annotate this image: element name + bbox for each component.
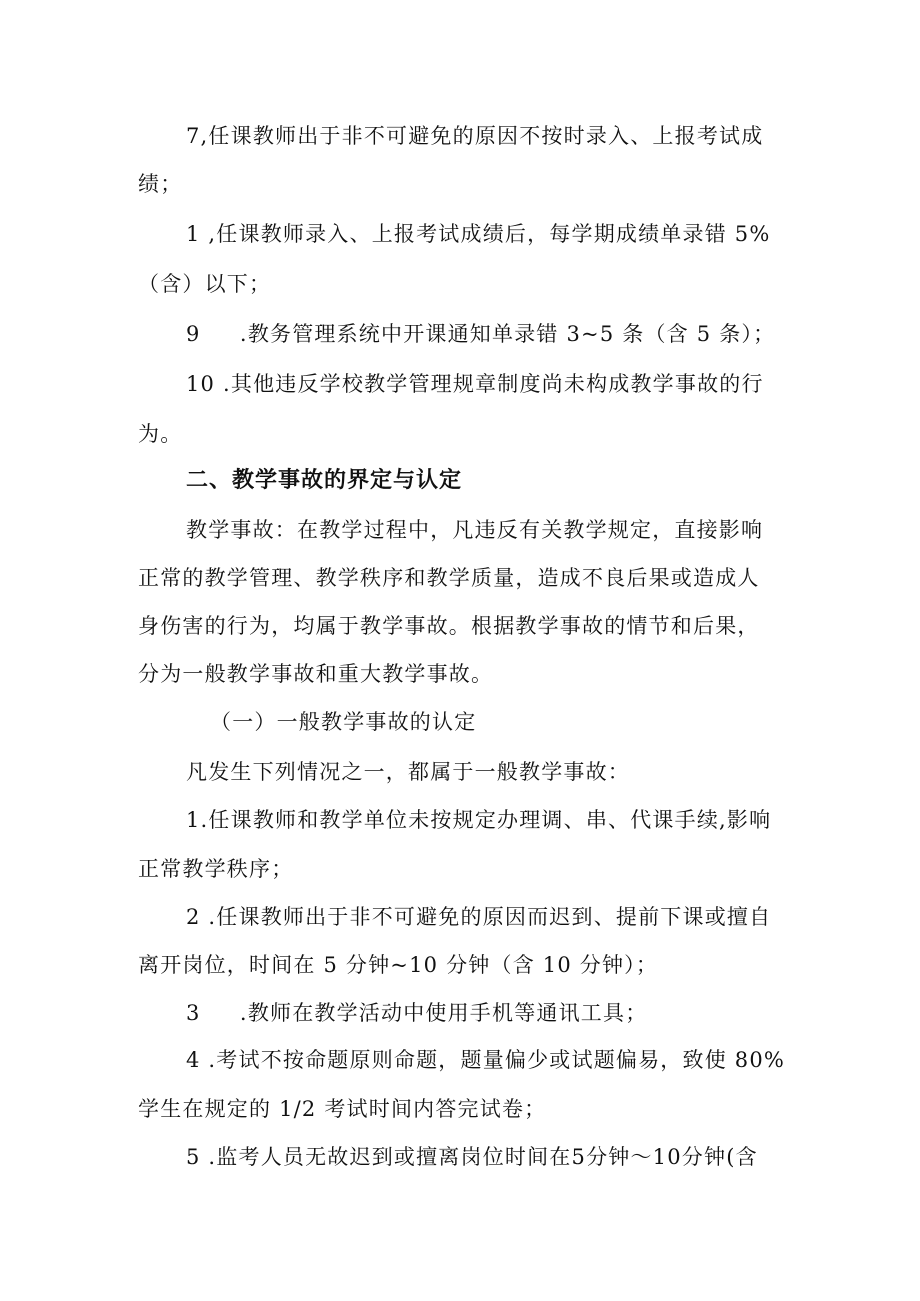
paragraph-line: 1.任课教师和教学单位未按规定办理调、串、代课手续,影响	[186, 808, 772, 832]
paragraph-line: 为。	[138, 422, 183, 446]
paragraph-line: 10 .其他违反学校教学管理规章制度尚未构成教学事故的行	[186, 372, 764, 396]
paragraph-line: 教学事故：在教学过程中，凡违反有关教学规定，直接影响	[186, 518, 764, 542]
paragraph-line: 身伤害的行为，均属于教学事故。根据教学事故的情节和后果，	[138, 614, 760, 638]
paragraph-line: 凡发生下列情况之一，都属于一般教学事故：	[186, 760, 630, 784]
paragraph-line: 分为一般教学事故和重大教学事故。	[138, 662, 494, 686]
paragraph-line: 7,任课教师出于非不可避免的原因不按时录入、上报考试成	[186, 124, 764, 148]
paragraph-line: 3 .教师在教学活动中使用手机等通讯工具；	[186, 1001, 648, 1025]
section-heading: 二、教学事故的界定与认定	[186, 468, 463, 493]
paragraph-line: （含）以下；	[138, 272, 272, 296]
paragraph-line: 离开岗位，时间在 5 分钟~10 分钟（含 10 分钟）；	[138, 953, 659, 977]
paragraph-line: 1 ,任课教师录入、上报考试成绩后，每学期成绩单录错 5%	[186, 222, 771, 246]
paragraph-line: 正常的教学管理、教学秩序和教学质量，造成不良后果或造成人	[138, 566, 760, 590]
subsection-heading: （一）一般教学事故的认定	[210, 710, 477, 734]
paragraph-line: 2 .任课教师出于非不可避免的原因而迟到、提前下课或擅自	[186, 905, 772, 929]
paragraph-line: 5 .监考人员无故迟到或擅离岗位时间在5分钟～10分钟(含	[186, 1145, 758, 1169]
paragraph-line: 9 .教务管理系统中开课通知单录错 3~5 条（含 5 条）；	[186, 322, 776, 346]
paragraph-line: 4 .考试不按命题原则命题，题量偏少或试题偏易，致使 80%	[186, 1048, 786, 1072]
paragraph-line: 学生在规定的 1/2 考试时间内答完试卷；	[138, 1097, 547, 1121]
paragraph-line: 正常教学秩序；	[138, 857, 294, 881]
paragraph-line: 绩；	[138, 172, 183, 196]
